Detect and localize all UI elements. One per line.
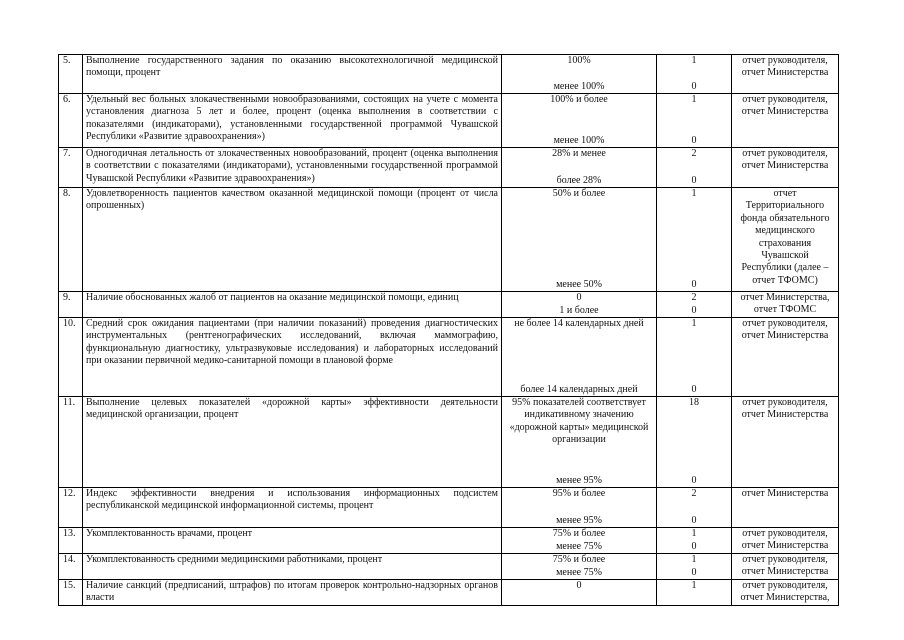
source-cell: отчет руководителя, отчет Министерства: [732, 94, 839, 148]
value-bottom: более 28%: [556, 174, 602, 186]
value-cell: [502, 94, 657, 148]
table-row: [59, 188, 839, 292]
value-top: 100% и более: [550, 94, 608, 105]
table-row: [59, 528, 839, 554]
points-top: 2: [691, 292, 697, 303]
points-bottom: 0: [691, 304, 697, 316]
value-top: 0: [576, 292, 582, 303]
indicator-name: Наличие санкций (предписаний, штрафов) по итогам проверок контрольно-надзорных органов власти: [83, 580, 502, 606]
points-cell: [657, 528, 732, 554]
value-cell: [502, 188, 657, 292]
points-cell: [657, 148, 732, 188]
points-cell: [657, 488, 732, 528]
points-bottom: 0: [691, 383, 697, 395]
indicator-name: Выполнение целевых показателей «дорожной карты» эффективности деятельности медицинской организации, процент: [83, 397, 502, 488]
points-cell: [657, 292, 732, 318]
indicator-name: Индекс эффективности внедрения и использования информационных подсистем республиканской медицинской информационной системы, процент: [83, 488, 502, 528]
points-top: 1: [691, 188, 697, 199]
row-number: 11.: [59, 397, 83, 488]
value-bottom: менее 100%: [553, 134, 605, 146]
indicator-name: Укомплектованность средними медицинскими работниками, процент: [83, 554, 502, 580]
source-cell: отчет руководителя, отчет Министерства: [732, 318, 839, 397]
source-cell: отчет Министерства, отчет ТФОМС: [732, 292, 839, 318]
points-bottom: 0: [691, 80, 697, 92]
source-cell: отчет руководителя, отчет Министерства: [732, 148, 839, 188]
value-cell: [502, 488, 657, 528]
value-top: 95% показателей соответствует индикативному значению «дорожной карты» медицинской организации: [509, 397, 649, 446]
value-bottom: 1 и более: [559, 304, 599, 316]
value-top: 50% и более: [552, 188, 606, 199]
points-top: 2: [691, 488, 697, 499]
indicator-name: Выполнение государственного задания по оказанию высокотехнологичной медицинской помощи, процент: [83, 55, 502, 94]
table-row: [59, 488, 839, 528]
table-row: [59, 148, 839, 188]
indicator-name: Средний срок ожидания пациентами (при наличии показаний) проведения диагностических инструментальных (рентгенографических исследований, включая маммографию, функциональную диагностику, ультразвуковые исследования) и лабораторных исследований при оказании первичной медико-санитарной помощи в плановой форме: [83, 318, 502, 397]
row-number: 15.: [59, 580, 83, 606]
value-cell: [502, 292, 657, 318]
points-bottom: 0: [691, 514, 697, 526]
source-cell: отчет руководителя, отчет Министерства: [732, 554, 839, 580]
indicator-name: Укомплектованность врачами, процент: [83, 528, 502, 554]
points-bottom: 0: [691, 474, 697, 486]
source-cell: отчет руководителя, отчет Министерства: [732, 397, 839, 488]
value-top: 75% и более: [552, 528, 606, 539]
value-top: 0: [576, 580, 582, 591]
value-bottom: менее 75%: [556, 540, 602, 552]
row-number: 8.: [59, 188, 83, 292]
points-top: 1: [691, 318, 697, 329]
value-bottom: менее 95%: [556, 474, 602, 486]
points-top: 1: [691, 580, 697, 591]
points-bottom: 0: [691, 174, 697, 186]
value-top: 100%: [567, 55, 591, 66]
points-bottom: 0: [691, 566, 697, 578]
value-cell: [502, 318, 657, 397]
row-number: 9.: [59, 292, 83, 318]
value-cell: [502, 148, 657, 188]
value-cell: [502, 397, 657, 488]
points-bottom: 0: [691, 540, 697, 552]
value-top: 28% и менее: [552, 148, 606, 159]
points-bottom: 0: [691, 134, 697, 146]
points-cell: [657, 580, 732, 606]
points-cell: [657, 397, 732, 488]
table-row: [59, 94, 839, 148]
value-top: не более 14 календарных дней: [514, 318, 644, 329]
value-bottom: более 14 календарных дней: [520, 383, 638, 395]
value-top: 75% и более: [552, 554, 606, 565]
source-cell: отчет Министерства: [732, 488, 839, 528]
source-cell: отчет руководителя, отчет Министерства: [732, 528, 839, 554]
value-bottom: менее 75%: [556, 566, 602, 578]
row-number: 14.: [59, 554, 83, 580]
points-cell: [657, 188, 732, 292]
table-row: [59, 55, 839, 94]
row-number: 13.: [59, 528, 83, 554]
row-number: 10.: [59, 318, 83, 397]
table-row: [59, 397, 839, 488]
table-row: [59, 554, 839, 580]
points-bottom: 0: [691, 278, 697, 290]
points-cell: [657, 55, 732, 94]
source-cell: отчет руководителя, отчет Министерства,: [732, 580, 839, 606]
table-row: [59, 318, 839, 397]
row-number: 6.: [59, 94, 83, 148]
points-top: 1: [691, 55, 697, 66]
indicator-name: Одногодичная летальность от злокачественных новообразований, процент (оценка выполнения в соответствии с показателями (индикаторами), установленными государственной программой Чувашской Республики «Развитие здравоохранения»): [83, 148, 502, 188]
points-cell: [657, 554, 732, 580]
points-top: 18: [689, 397, 699, 408]
value-cell: [502, 55, 657, 94]
value-bottom: менее 50%: [556, 278, 602, 290]
row-number: 5.: [59, 55, 83, 94]
row-number: 12.: [59, 488, 83, 528]
indicator-name: Удовлетворенность пациентов качеством оказанной медицинской помощи (процент от числа опрошенных): [83, 188, 502, 292]
points-top: 2: [691, 148, 697, 159]
value-cell: [502, 528, 657, 554]
row-number: 7.: [59, 148, 83, 188]
criteria-table-body: [59, 55, 839, 606]
value-cell: [502, 580, 657, 606]
source-cell: отчет руководителя, отчет Министерства: [732, 55, 839, 94]
indicator-name: Наличие обоснованных жалоб от пациентов на оказание медицинской помощи, единиц: [83, 292, 502, 318]
value-cell: [502, 554, 657, 580]
value-bottom: менее 95%: [556, 514, 602, 526]
criteria-table: [58, 54, 839, 606]
table-row: [59, 292, 839, 318]
points-cell: [657, 94, 732, 148]
value-bottom: менее 100%: [553, 80, 605, 92]
points-top: 1: [691, 554, 697, 565]
points-top: 1: [691, 528, 697, 539]
indicator-name: Удельный вес больных злокачественными новообразованиями, состоящих на учете с момента установления диагноза 5 лет и более, процент (оценка выполнения в соответствии с показателями (индикаторами), установленными государственной программой Чувашской Республики «Развитие здравоохранения»): [83, 94, 502, 148]
points-cell: [657, 318, 732, 397]
value-top: 95% и более: [552, 488, 606, 499]
table-row: [59, 580, 839, 606]
source-cell: отчет Территориального фонда обязательного медицинского страхования Чувашской Республики (далее – отчет ТФОМС): [732, 188, 839, 292]
points-top: 1: [691, 94, 697, 105]
